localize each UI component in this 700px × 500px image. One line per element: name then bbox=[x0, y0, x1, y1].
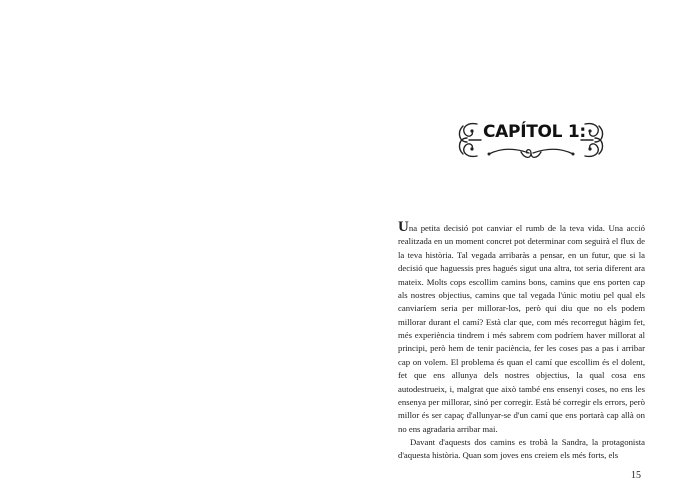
page-number: 15 bbox=[631, 470, 641, 481]
paragraph-1-text: na petita decisió pot canviar el rumb de la teva vida. Una acció realitzada en un moment concret pot determinar com seguirà el flux de la teva història. Tal vegada arribaràs a pensar, en un futur, que si la decisió que haguessis pres hagués sigut una altra, tot seria diferent ara mateix. Molts cops escollim camins bons, camins que ens porten cap als nostres objectius, camins que tal vegada l'únic motiu pel qual els canviaríem seria per millorar-los, però qui diu que no els podem millorar durant el camí? Està clar que, com més recorregut hàgim fet, més experiència tindrem i més sabrem com podríem haver millorat al principi, però hem de tenir paciència, fer les coses pas a pas i arribar cap on volem. El problema és quan el camí que escollim és el dolent, fet que ens allunya dels nostres objectius, la qual cosa ens autodestrueix, i, malgrat que això també ens ensenyi coses, no ens les ensenya per millorar, sinó per corregir. Està bé corregir els errors, però millor és ser capaç d'allunyar-se d'un camí que ens portarà cap allà on no ens agradaria arribar mai. bbox=[398, 223, 645, 434]
left-flourish-icon bbox=[455, 120, 483, 160]
chapter-heading bbox=[455, 118, 605, 166]
bottom-flourish-icon bbox=[485, 145, 577, 161]
right-flourish-icon bbox=[579, 120, 607, 160]
paragraph-1 bbox=[398, 219, 645, 436]
paragraph-2: Davant d'aquests dos camins es trobà la Sandra, la protagonista d'aquesta història. Quan som joves ens creiem els més forts, els bbox=[398, 437, 645, 461]
drop-cap-initial: U bbox=[398, 219, 409, 235]
chapter-title: CAPÍTOL 1: bbox=[483, 122, 586, 142]
chapter-body-text bbox=[398, 219, 645, 463]
